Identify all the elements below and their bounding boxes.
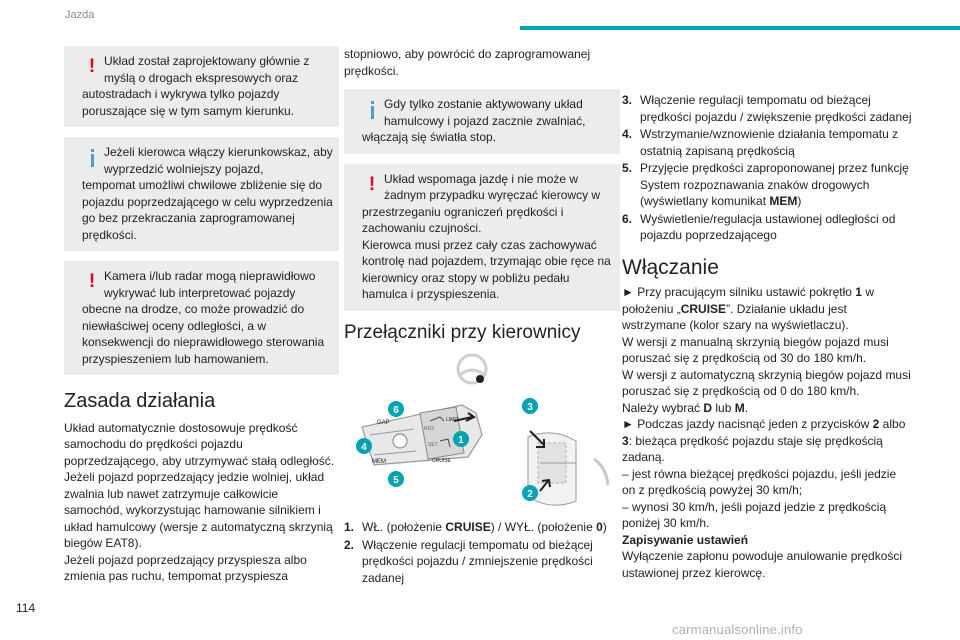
callout-number: [453, 431, 469, 447]
callout-1: 1: [458, 435, 464, 446]
body-paragraph: Należy wybrać D lub M.: [622, 400, 749, 415]
list-bold: CRUISE: [445, 520, 491, 534]
list-number: 5.: [622, 161, 633, 175]
list-bold: 0: [596, 520, 603, 534]
note-text-rest: Kierowca musi przez cały czas zachowywać kontrolę nad pojazdem, trzymając obie ręce na kierownicy oraz stopy w pobliżu pedału hamulca i przyspieszenia.: [362, 237, 611, 301]
body-paragraph: – jest równa bieżącej prędkości pojazdu, jeśli jedzie on z prędkością powyżej 30 km/h;: [622, 466, 897, 497]
callout-3: 3: [527, 402, 533, 413]
body-paragraph: Jeżeli pojazd poprzedzający przyspiesza albo zmienia pas ruchu, tempomat przyspiesza: [64, 552, 307, 583]
column-left: [64, 46, 339, 585]
list-item: [622, 160, 912, 210]
page-number: 114: [16, 601, 36, 615]
body-paragraph: Jeżeli pojazd poprzedzający jedzie wolniej, układ zwalnia lub nawet zatrzymuje całkowicie samochód, wykorzystując hamowanie silnikiem i układ hamulcowy (wersje z automatyczną skrzynią biegów EAT8).: [64, 470, 333, 550]
list-item: [622, 126, 912, 159]
subheading: Zapisywanie ustawień: [622, 532, 749, 547]
label-gap: GAP: [377, 420, 390, 426]
controls-illustration: [344, 351, 620, 511]
column-middle: [344, 46, 620, 587]
list-number: 4.: [622, 127, 633, 141]
list-text: Wstrzymanie/wznowienie działania tempomatu z ostatnią zapisaną prędkością: [640, 127, 899, 158]
list-text: ): [797, 194, 802, 208]
body-paragraph: stopniowo, aby powrócić do zaprogramowanej prędkości.: [344, 47, 591, 78]
body-paragraph: Układ automatycznie dostosowuje prędkość samochodu do prędkości pojazdu poprzedzającego, aby utrzymywać stałą odległość.: [64, 420, 335, 468]
list-text: ): [602, 520, 607, 534]
warning-icon: !: [88, 271, 96, 292]
warning-note: [64, 261, 339, 375]
list-text: Przyjęcie prędkości zaproponowanej przez funkcję System rozpoznawania znaków drogowych (wyświetlany komunikat: [640, 161, 909, 208]
list-text: ) / WYŁ. (położenie: [490, 520, 597, 534]
list-item: [344, 537, 620, 587]
info-icon: [367, 100, 377, 119]
callout-number: [388, 401, 404, 417]
callout-2: 2: [527, 489, 533, 500]
steering-controls-diagram: [344, 351, 620, 511]
note-text-first: Układ wspomaga jazdę i nie może w żadnym przypadku wyręczać kierowcy w: [384, 171, 601, 202]
callout-4: 4: [361, 442, 367, 453]
section-title: Jazda: [65, 9, 95, 21]
list-number: 2.: [344, 537, 355, 552]
list-text: WŁ. (położenie: [362, 520, 446, 534]
callout-number: [522, 485, 538, 501]
note-text-first: Jeżeli kierowca włączy kierunkowskaz, aby wyprzedzić wolniejszy pojazd,: [104, 145, 333, 176]
list-item: [622, 211, 912, 244]
body-paragraph: – wynosi 30 km/h, jeśli pojazd jedzie z prędkością poniżej 30 km/h.: [622, 499, 887, 530]
list-item: [622, 92, 912, 125]
warning-icon: !: [88, 56, 96, 77]
list-item: [344, 519, 620, 536]
body-paragraph: ► Przy pracującym silniku ustawić pokrętło 1 w położeniu „CRUISE”. Działanie układu jest wstrzymane (kolor szary na wyświetlaczu).: [622, 285, 874, 332]
callout-6: 6: [393, 405, 399, 416]
note-text-rest: obecne na drodze, co może prowadzić do niewłaściwej oceny odległości, a w konsekwencji do nieprawidłowego sterowania przyspieszeniem lub hamowaniem.: [82, 302, 325, 366]
label-set: SET: [428, 442, 438, 448]
callout-number: [522, 398, 538, 414]
callout-number: [388, 471, 404, 487]
note-text-rest: przestrzeganiu ograniczeń prędkości i zachowaniu czujności.: [362, 204, 564, 235]
list-text: Włączenie regulacji tempomatu od bieżącej prędkości pojazdu / zmniejszenie prędkości zadanej: [362, 537, 593, 585]
label-limit: LIMIT: [446, 417, 459, 423]
body-paragraph: W wersji z manualną skrzynią biegów pojazd musi poruszać się z prędkością od 30 do 180 km/h.: [622, 334, 889, 365]
note-text-first: Układ został zaprojektowany głównie z myślą o drogach ekspresowych oraz: [104, 54, 310, 85]
steering-wheel-icon: [458, 355, 486, 383]
section-heading: Przełączniki przy kierownicy: [344, 321, 581, 343]
body-paragraph: W wersji z automatyczną skrzynią biegów pojazd musi poruszać się z prędkością od 0 do 180 km/h.: [622, 367, 911, 398]
column-right: [622, 92, 912, 581]
list-number: 6.: [622, 211, 633, 226]
label-cruise: CRUISE: [432, 458, 451, 464]
note-text-rest: włączają się światła stop.: [362, 130, 497, 144]
info-note: [64, 137, 339, 251]
warning-icon: !: [368, 173, 376, 195]
note-text-rest: autostradach i wykrywa tylko pojazdy poruszające się w tym samym kierunku.: [82, 87, 295, 118]
warning-note: [344, 164, 620, 311]
warning-note: [64, 46, 339, 127]
label-mem: MEM: [372, 459, 386, 465]
list-number: 3.: [622, 93, 633, 107]
stalk-closeup: [528, 431, 608, 505]
list-text: Włączenie regulacji tempomatu od bieżącej prędkości pojazdu / zwiększenie prędkości zadanej: [640, 93, 912, 124]
body-paragraph: ► Podczas jazdy nacisnąć jeden z przycisków 2 albo 3: bieżąca prędkość pojazdu staje się prędkością zadaną.: [622, 417, 906, 464]
section-heading: Zasada działania: [64, 390, 216, 412]
info-icon: [87, 148, 97, 167]
list-number: 1.: [344, 520, 355, 534]
note-text-rest: tempomat umożliwi chwilowe zbliżenie się do pojazdu poprzedzającego w celu wyprzedzenia go bez przekraczania zaprogramowanej prędkości.: [82, 178, 333, 242]
header-accent-bar: [520, 26, 960, 30]
list-text: Wyświetlenie/regulacja ustawionej odległości od pojazdu poprzedzającego: [640, 211, 896, 242]
callout-5: 5: [393, 475, 399, 486]
note-text-first: Kamera i/lub radar mogą nieprawidłowo wykrywać lub interpretować pojazdy: [104, 269, 316, 300]
note-text-first: Gdy tylko zostanie aktywowany układ hamulcowy i pojazd zacznie zwalniać,: [384, 97, 586, 128]
label-res: RES: [424, 426, 435, 432]
callout-number: [356, 438, 372, 454]
list-bold: MEM: [769, 194, 798, 208]
section-heading: Włączanie: [622, 255, 719, 279]
watermark: carmanualsonline.info: [672, 622, 803, 637]
info-note: [344, 89, 620, 154]
body-paragraph: Wyłączenie zapłonu powoduje anulowanie prędkości ustawionej przez kierowcę.: [622, 549, 903, 580]
